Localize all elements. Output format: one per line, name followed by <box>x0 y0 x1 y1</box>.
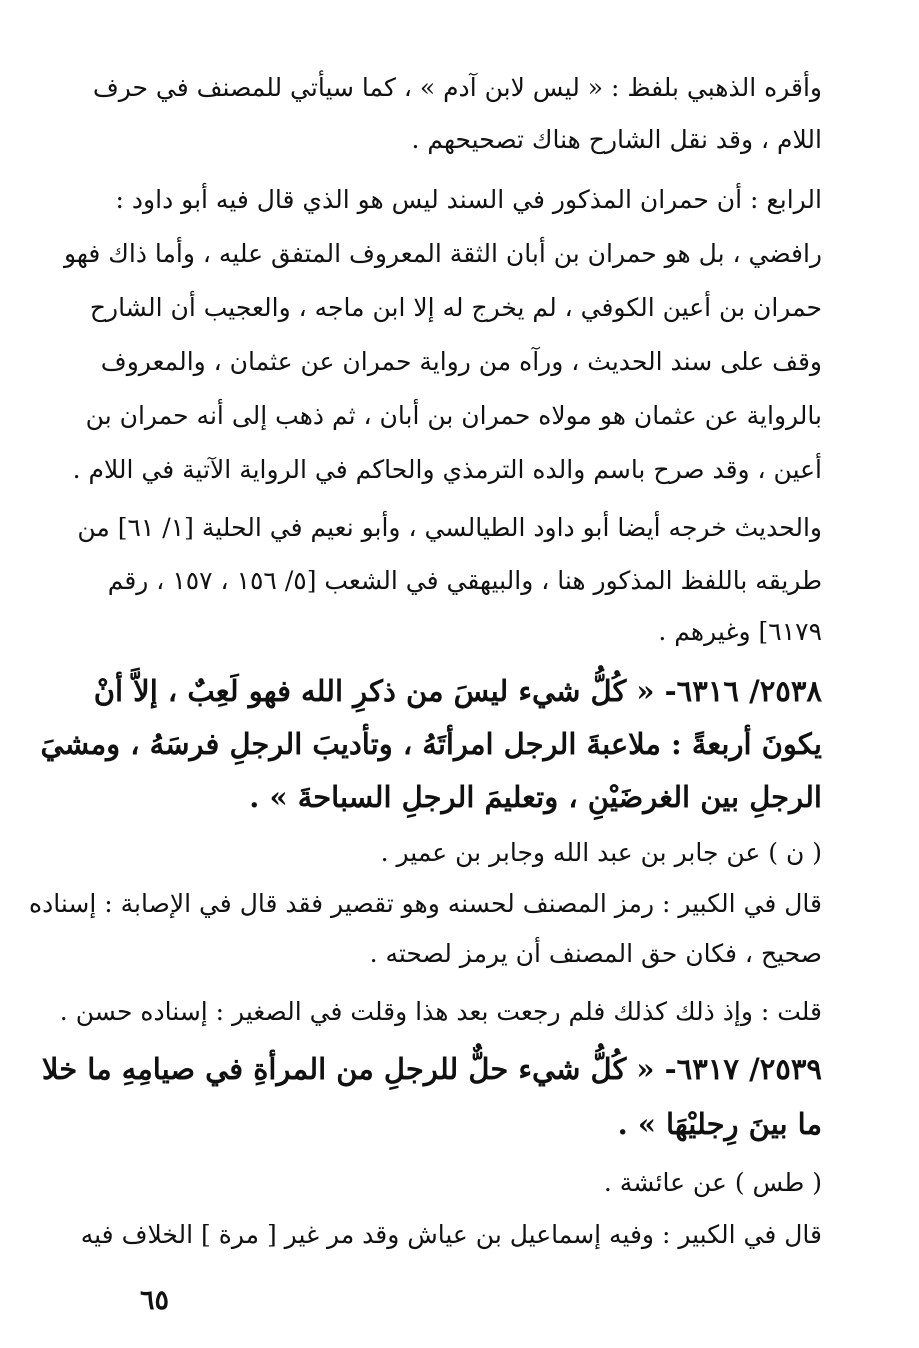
hadith-text-line: ٢٥٣٩/ ٦٣١٧- « كُلُّ شيء حلٌّ للرجلِ من المرأةِ في صيامِهِ ما خلا <box>41 1052 822 1086</box>
text-line: والحديث خرجه أيضا أبو داود الطيالسي ، وأبو نعيم في الحلية [١/ ٦١] من <box>77 513 822 542</box>
text-line: أعين ، وقد صرح باسم والده الترمذي والحاكم في الرواية الآتية في اللام . <box>72 455 822 484</box>
source-line: ( ن ) عن جابر بن عبد الله وجابر بن عمير . <box>380 838 822 867</box>
text-line: وأقره الذهبي بلفظ : « ليس لابن آدم » ، كما سيأتي للمصنف في حرف <box>92 73 822 102</box>
text-line: بالرواية عن عثمان هو مولاه حمران بن أبان ، ثم ذهب إلى أنه حمران بن <box>85 401 822 430</box>
hadith-text-line: الرجلِ بين الغرضَيْنِ ، وتعليمَ الرجلِ السباحةَ » . <box>249 780 822 814</box>
page-number: ٦٥ <box>140 1285 170 1316</box>
text-line: صحيح ، فكان حق المصنف أن يرمز لصحته . <box>369 939 822 968</box>
text-line: ٦١٧٩] وغيرهم . <box>658 617 822 646</box>
source-line: ( طس ) عن عائشة . <box>603 1168 822 1197</box>
text-line: رافضي ، بل هو حمران بن أبان الثقة المعروف المتفق عليه ، وأما ذاك فهو <box>63 239 822 268</box>
text-line: الرابع : أن حمران المذكور في السند ليس هو الذي قال فيه أبو داود : <box>115 185 822 214</box>
hadith-text-line: ٢٥٣٨/ ٦٣١٦- « كُلُّ شيء ليسَ من ذكرِ الله فهو لَعِبٌ ، إلاَّ أنْ <box>93 674 822 708</box>
hadith-text-line: يكونَ أربعةً : ملاعبةَ الرجل امرأتَهُ ، وتأديبَ الرجلِ فرسَهُ ، ومشيَ <box>40 727 822 761</box>
text-line: قلت : وإذ ذلك كذلك فلم رجعت بعد هذا وقلت في الصغير : إسناده حسن . <box>59 997 822 1026</box>
text-line: وقف على سند الحديث ، ورآه من رواية حمران عن عثمان ، والمعروف <box>100 347 822 376</box>
hadith-text-line: ما بينَ رِجليْهَا » . <box>617 1107 822 1141</box>
text-line: قال في الكبير : وفيه إسماعيل بن عياش وقد مر غير [ مرة ] الخلاف فيه <box>80 1220 822 1249</box>
text-line: طريقه باللفظ المذكور هنا ، والبيهقي في الشعب [٥/ ١٥٦ ، ١٥٧ ، رقم <box>107 566 822 595</box>
text-line: قال في الكبير : رمز المصنف لحسنه وهو تقصير فقد قال في الإصابة : إسناده <box>29 889 822 918</box>
text-line: حمران بن أعين الكوفي ، لم يخرج له إلا ابن ماجه ، والعجيب أن الشارح <box>89 293 822 322</box>
text-line: اللام ، وقد نقل الشارح هناك تصحيحهم . <box>411 125 822 154</box>
